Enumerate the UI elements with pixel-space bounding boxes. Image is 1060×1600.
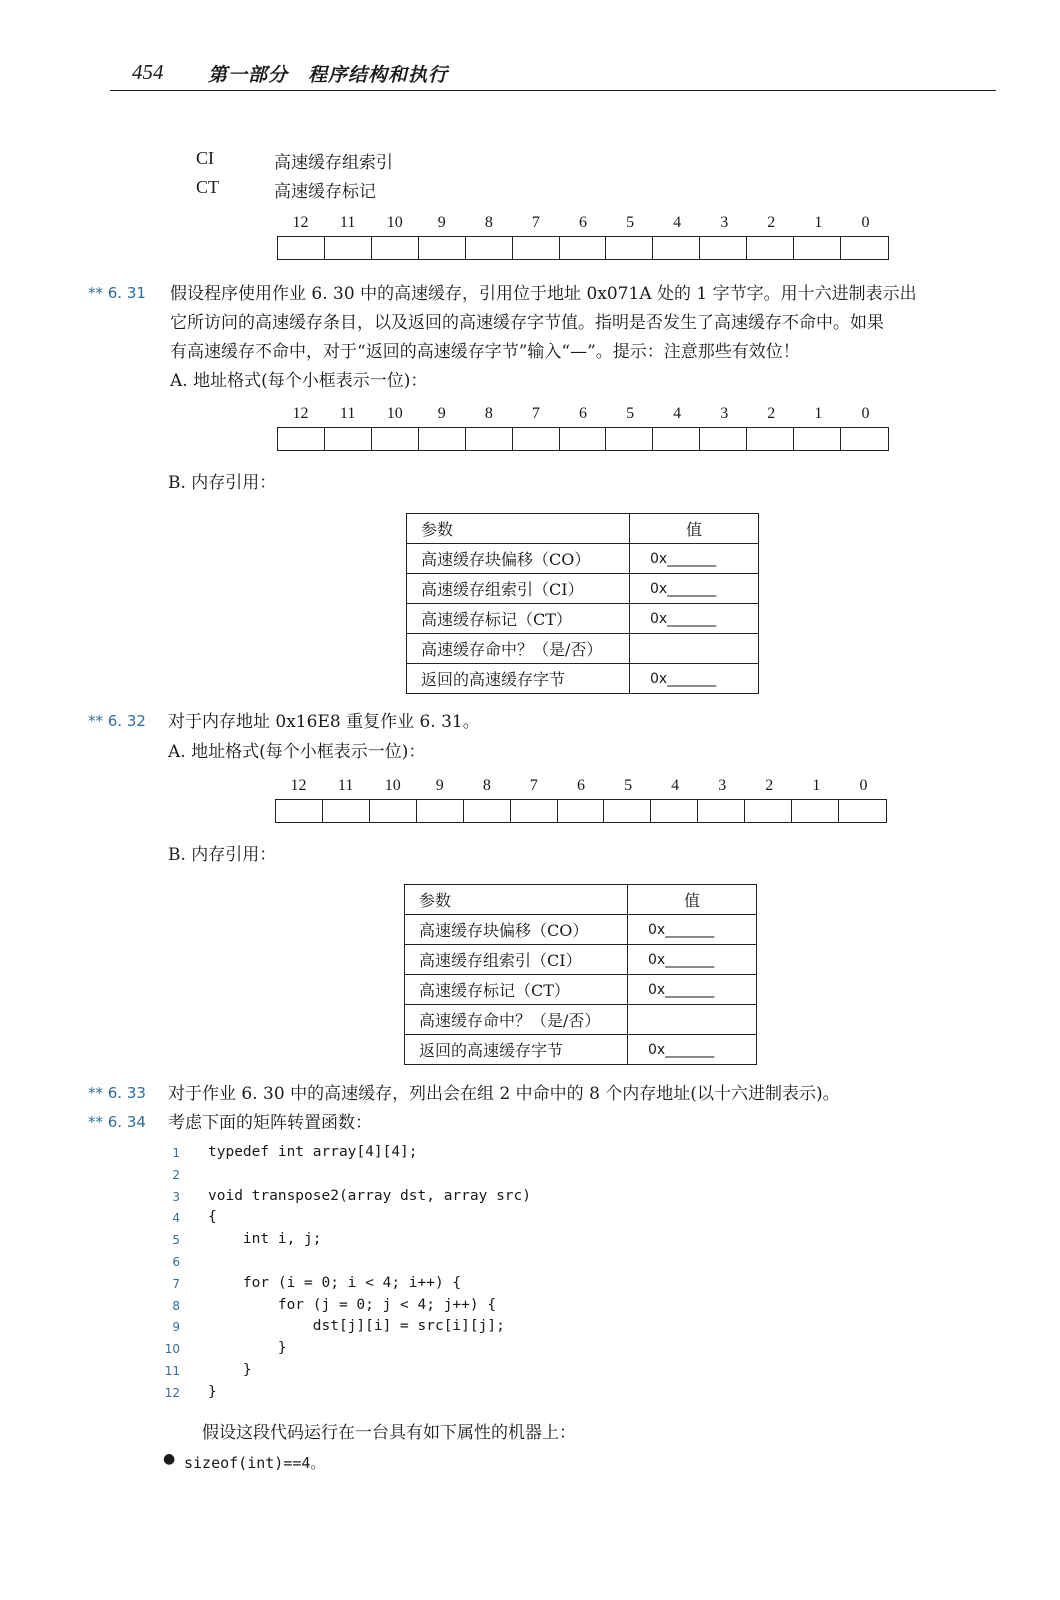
value-cell: 0x_______ [628, 975, 757, 1005]
code-line: for (i = 0; i < 4; i++) { [208, 1274, 462, 1291]
bit-label: 8 [484, 405, 493, 422]
bit-label: 1 [812, 777, 821, 794]
code-line: dst[j][i] = src[i][j]; [208, 1318, 505, 1335]
bit-label: 9 [435, 777, 444, 794]
bit-box [700, 237, 747, 259]
line-number: 5 [172, 1233, 180, 1248]
bit-box [841, 237, 888, 259]
table-row [407, 604, 759, 634]
bit-label: 6 [577, 777, 585, 794]
bullet-icon: ● [163, 1451, 176, 1467]
bit-label: 0 [861, 214, 870, 231]
running-header [110, 58, 996, 91]
page-number: 454 [132, 60, 164, 84]
exercise-6-34-text: 考虑下面的矩阵转置函数： [168, 1113, 372, 1133]
param-cell: 高速缓存标记（CT） [407, 604, 630, 634]
table-row [405, 975, 757, 1005]
memory-reference-table [406, 513, 759, 694]
bit-label: 2 [765, 777, 774, 794]
bit-label: 3 [720, 405, 729, 422]
bit-box [419, 428, 466, 450]
value-cell [628, 1005, 757, 1035]
bit-label: 12 [292, 405, 309, 422]
bit-label: 8 [482, 777, 491, 794]
exercise-6-31-line-2: 它所访问的高速缓存条目，以及返回的高速缓存字节值。指明是否发生了高速缓存不命中。如果 [170, 313, 884, 333]
value-cell: 0x_______ [630, 544, 759, 574]
bit-label: 7 [529, 777, 538, 794]
line-number: 7 [172, 1276, 180, 1291]
exercise-number-6-32: ** 6. 32 [88, 712, 146, 730]
address-bit-grid [277, 214, 889, 260]
bit-label: 10 [386, 214, 403, 231]
exercise-number-6-34: ** 6. 34 [88, 1113, 146, 1131]
bit-box [606, 428, 653, 450]
bit-label: 1 [814, 405, 823, 422]
value-cell: 0x_______ [630, 574, 759, 604]
bit-box [747, 237, 794, 259]
table-row [405, 1035, 757, 1065]
bit-box [511, 800, 558, 822]
bit-label: 3 [720, 214, 729, 231]
part-title: 第一部分 程序结构和执行 [208, 64, 449, 86]
bit-label: 2 [767, 405, 776, 422]
legend-desc-ct: 高速缓存标记 [274, 182, 376, 202]
value-cell: 0x_______ [630, 664, 759, 694]
bit-box [372, 428, 419, 450]
table-row [407, 664, 759, 694]
code-line: } [208, 1340, 287, 1357]
bit-box [560, 237, 607, 259]
bit-label: 4 [673, 405, 682, 422]
bit-label: 12 [290, 777, 307, 794]
param-cell: 高速缓存块偏移（CO） [407, 544, 630, 574]
bit-label: 5 [626, 405, 635, 422]
bit-label: 9 [437, 405, 446, 422]
exercise-6-31-line-1: 假设程序使用作业 6. 30 中的高速缓存，引用位于地址 0x071A 处的 1 字节字。用十六进制表示出 [170, 284, 917, 304]
bit-label: 9 [437, 214, 446, 231]
code-line: void transpose2(array dst, array src) [208, 1187, 532, 1204]
param-cell: 返回的高速缓存字节 [405, 1035, 628, 1065]
exercise-6-33-text: 对于作业 6. 30 中的高速缓存，列出会在组 2 中命中的 8 个内存地址(以十六进制表示)。 [168, 1084, 840, 1104]
value-cell: 0x_______ [630, 604, 759, 634]
bit-box [794, 237, 841, 259]
code-line: int i, j; [208, 1231, 322, 1248]
exercise-6-32-part-b: B. 内存引用： [168, 845, 277, 865]
bit-label: 10 [384, 777, 401, 794]
bit-box [323, 800, 370, 822]
exercise-6-31-part-a: A. 地址格式(每个小框表示一位)： [170, 371, 428, 391]
bit-box [464, 800, 511, 822]
line-number: 11 [164, 1364, 180, 1378]
bit-label: 0 [859, 777, 868, 794]
bit-box [698, 800, 745, 822]
code-line: } [208, 1362, 252, 1378]
bit-label: 11 [339, 405, 356, 422]
bit-box [370, 800, 417, 822]
bit-label: 2 [767, 214, 776, 231]
table-row [407, 634, 759, 664]
bit-box [745, 800, 792, 822]
bit-box [278, 237, 325, 259]
exercise-6-31-text [170, 280, 917, 396]
line-number: 12 [164, 1385, 180, 1400]
bit-label: 8 [484, 214, 493, 231]
line-number: 1 [172, 1146, 180, 1160]
bit-box [276, 800, 323, 822]
code-line: } [208, 1383, 217, 1400]
bit-box [278, 428, 325, 450]
exercise-number-6-31: ** 6. 31 [88, 284, 146, 302]
column-header-param: 参数 [405, 885, 628, 915]
bit-box [419, 237, 466, 259]
exercise-6-31-part-b: B. 内存引用： [168, 473, 277, 493]
param-cell: 返回的高速缓存字节 [407, 664, 630, 694]
exercise-6-32-part-a: A. 地址格式(每个小框表示一位)： [168, 742, 426, 762]
line-number: 4 [172, 1211, 180, 1226]
bit-box [325, 237, 372, 259]
bit-box [466, 237, 513, 259]
column-header-value: 值 [628, 885, 757, 915]
line-number: 8 [172, 1298, 180, 1313]
line-number: 6 [172, 1255, 180, 1269]
bit-label: 11 [337, 777, 354, 794]
bit-label: 7 [531, 214, 540, 231]
bit-label: 12 [292, 214, 309, 231]
column-header-value: 值 [630, 514, 759, 544]
code-line: { [208, 1209, 217, 1226]
bit-label: 4 [673, 214, 682, 231]
bit-label: 6 [579, 405, 587, 422]
table-row [407, 544, 759, 574]
bit-boxes [277, 427, 889, 451]
bit-box [747, 428, 794, 450]
bit-box [560, 428, 607, 450]
bit-box [513, 428, 560, 450]
bit-box [651, 800, 698, 822]
bit-label: 1 [814, 214, 823, 231]
param-cell: 高速缓存标记（CT） [405, 975, 628, 1005]
bit-label: 3 [718, 777, 727, 794]
table-row [407, 574, 759, 604]
bit-box [325, 428, 372, 450]
table-row [405, 1005, 757, 1035]
bit-box [466, 428, 513, 450]
param-cell: 高速缓存块偏移（CO） [405, 915, 628, 945]
legend-key-ct: CT [196, 177, 220, 197]
bit-label: 5 [626, 214, 635, 231]
line-number: 2 [172, 1167, 180, 1182]
bit-box [700, 428, 747, 450]
bit-box [606, 237, 653, 259]
table-row [405, 945, 757, 975]
bit-box [372, 237, 419, 259]
legend-key-ci: CI [196, 148, 214, 168]
value-cell: 0x_______ [628, 945, 757, 975]
bit-label: 4 [671, 777, 680, 794]
line-number: 9 [172, 1320, 180, 1335]
bit-boxes [277, 236, 889, 260]
exercise-6-31-line-3: 有高速缓存不命中，对于“返回的高速缓存字节”输入“—”。提示：注意那些有效位！ [170, 342, 800, 362]
machine-properties-intro: 假设这段代码运行在一台具有如下属性的机器上： [202, 1423, 576, 1443]
bit-label: 11 [339, 214, 356, 231]
code-line: typedef int array[4][4]; [208, 1144, 418, 1160]
bit-label: 0 [861, 405, 870, 422]
param-cell: 高速缓存命中？（是/否） [407, 634, 630, 664]
bit-box [841, 428, 888, 450]
bit-label: 5 [624, 777, 633, 794]
exercise-6-32-text: 对于内存地址 0x16E8 重复作业 6. 31。 [168, 712, 480, 732]
bit-box [604, 800, 651, 822]
table-row [405, 915, 757, 945]
bit-box [794, 428, 841, 450]
value-cell: 0x_______ [628, 915, 757, 945]
value-cell [630, 634, 759, 664]
param-cell: 高速缓存组索引（CI） [405, 945, 628, 975]
param-cell: 高速缓存命中？（是/否） [405, 1005, 628, 1035]
bit-label: 6 [579, 214, 587, 231]
memory-reference-table [404, 884, 757, 1065]
line-number: 3 [172, 1189, 180, 1204]
address-bit-grid [275, 777, 887, 823]
bit-box [558, 800, 605, 822]
legend-desc-ci: 高速缓存组索引 [274, 153, 393, 173]
param-cell: 高速缓存组索引（CI） [407, 574, 630, 604]
value-cell: 0x_______ [628, 1035, 757, 1065]
address-bit-grid [277, 405, 889, 451]
code-line: for (j = 0; j < 4; j++) { [208, 1296, 497, 1313]
bit-box [653, 428, 700, 450]
bit-boxes [275, 799, 887, 823]
bit-box [513, 237, 560, 259]
bit-label: 10 [386, 405, 403, 422]
bit-box [792, 800, 839, 822]
bit-label: 7 [531, 405, 540, 422]
column-header-param: 参数 [407, 514, 630, 544]
property-item: sizeof(int)==4。 [184, 1454, 326, 1472]
exercise-number-6-33: ** 6. 33 [88, 1084, 146, 1102]
bit-box [653, 237, 700, 259]
bit-box [839, 800, 886, 822]
bit-box [417, 800, 464, 822]
line-number: 10 [164, 1342, 180, 1357]
